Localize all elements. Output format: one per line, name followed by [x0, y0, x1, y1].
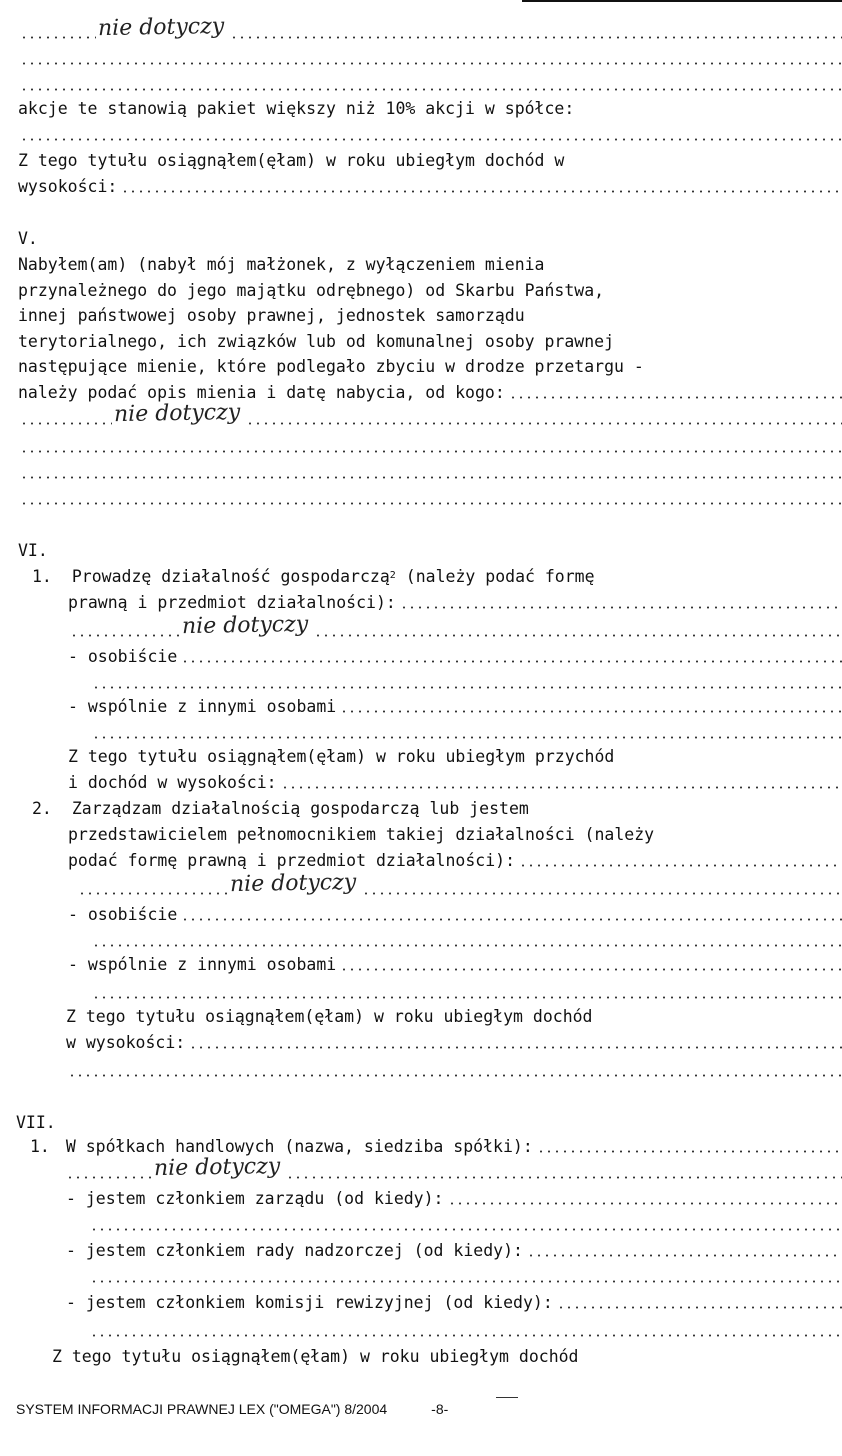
dotted-line: [20, 486, 842, 512]
page-footer: [16, 1401, 448, 1417]
item-line: 2. Zarządzam działalnością gospodarczą lub jestem: [32, 799, 529, 818]
text-line: Z tego tytułu osiągnąłem(ęłam) w roku ubiegłym przychód: [68, 747, 615, 766]
dotted-line: [20, 46, 842, 72]
text-line: - wspólnie z innymi osobami: [68, 694, 842, 720]
top-border-line: [522, 0, 842, 2]
dotted-line: [92, 720, 842, 746]
handwritten-answer: nie dotyczy: [229, 869, 357, 898]
dotted-line: [20, 72, 842, 98]
text-line: przedstawicielem pełnomocnikiem takiej działalności (należy: [68, 825, 655, 844]
dotted-line: [68, 1058, 842, 1084]
text-line: - jestem członkiem komisji rewizyjnej (od kiedy):: [66, 1290, 842, 1316]
text-line: - wspólnie z innymi osobami: [68, 952, 842, 978]
text-line: w wysokości:: [66, 1030, 842, 1056]
text-line: Z tego tytułu osiągnąłem(ęłam) w roku ubiegłym dochód: [52, 1347, 579, 1366]
item-line: 1. W spółkach handlowych (nazwa, siedziba spółki):: [30, 1134, 842, 1160]
answer-line: [66, 1153, 842, 1186]
text-line: należy podać opis mienia i datę nabycia, od kogo:: [18, 380, 842, 406]
dotted-line: [90, 1318, 842, 1344]
text-line: Z tego tytułu osiągnąłem(ęłam) w roku ubiegłym dochód: [66, 1007, 593, 1026]
dotted-line: [90, 1264, 842, 1290]
section-title: VII.: [16, 1113, 56, 1132]
text-line: - jestem członkiem zarządu (od kiedy):: [66, 1186, 842, 1212]
answer-line: [70, 611, 842, 644]
item-line: 1. Prowadzę działalność gospodarczą $^2$ (należy podać formę: [32, 567, 595, 586]
section-title: VI.: [18, 541, 48, 560]
dotted-line: [20, 460, 842, 486]
answer-line: [20, 13, 842, 46]
page-number: -8-: [431, 1401, 449, 1417]
dotted-line: [92, 928, 842, 954]
text-line: przynależnego do jego majątku odrębnego) od Skarbu Państwa,: [18, 281, 605, 300]
text-line: prawną i przedmiot działalności):: [68, 590, 842, 616]
dotted-line: [92, 670, 842, 696]
footer-source: SYSTEM INFORMACJI PRAWNEJ LEX ("OMEGA") 8/2004: [16, 1401, 388, 1417]
dotted-line: [90, 1212, 842, 1238]
answer-line: [78, 869, 842, 902]
section-title: V.: [18, 229, 38, 248]
text-line: innej państwowej osoby prawnej, jednostek samorządu: [18, 306, 525, 325]
handwritten-answer: nie dotyczy: [97, 13, 225, 42]
text-line: podać formę prawną i przedmiot działalności):: [68, 848, 842, 874]
text-line: terytorialnego, ich związków lub od komunalnej osoby prawnej: [18, 332, 615, 351]
handwritten-answer: nie dotyczy: [153, 1153, 281, 1182]
text-line: akcje te stanowią pakiet większy niż 10% akcji w spółce:: [18, 99, 575, 118]
dotted-line: [92, 980, 842, 1006]
text-line: Nabyłem(am) (nabył mój małżonek, z wyłączeniem mienia: [18, 255, 545, 274]
handwritten-answer: nie dotyczy: [181, 611, 309, 640]
text-line: Z tego tytułu osiągnąłem(ęłam) w roku ubiegłym dochód w: [18, 151, 565, 170]
text-line: wysokości:: [18, 174, 842, 200]
text-line: - osobiście: [68, 644, 842, 670]
text-line: następujące mienie, które podlegało zbyciu w drodze przetargu -: [18, 357, 644, 376]
text-line: - osobiście: [68, 902, 842, 928]
answer-line: [20, 399, 842, 432]
handwritten-answer: nie dotyczy: [113, 399, 241, 428]
dotted-line: [20, 434, 842, 460]
text-line: i dochód w wysokości:: [68, 770, 842, 796]
dotted-line: [20, 122, 842, 148]
text-line: - jestem członkiem rady nadzorczej (od kiedy):: [66, 1238, 842, 1264]
